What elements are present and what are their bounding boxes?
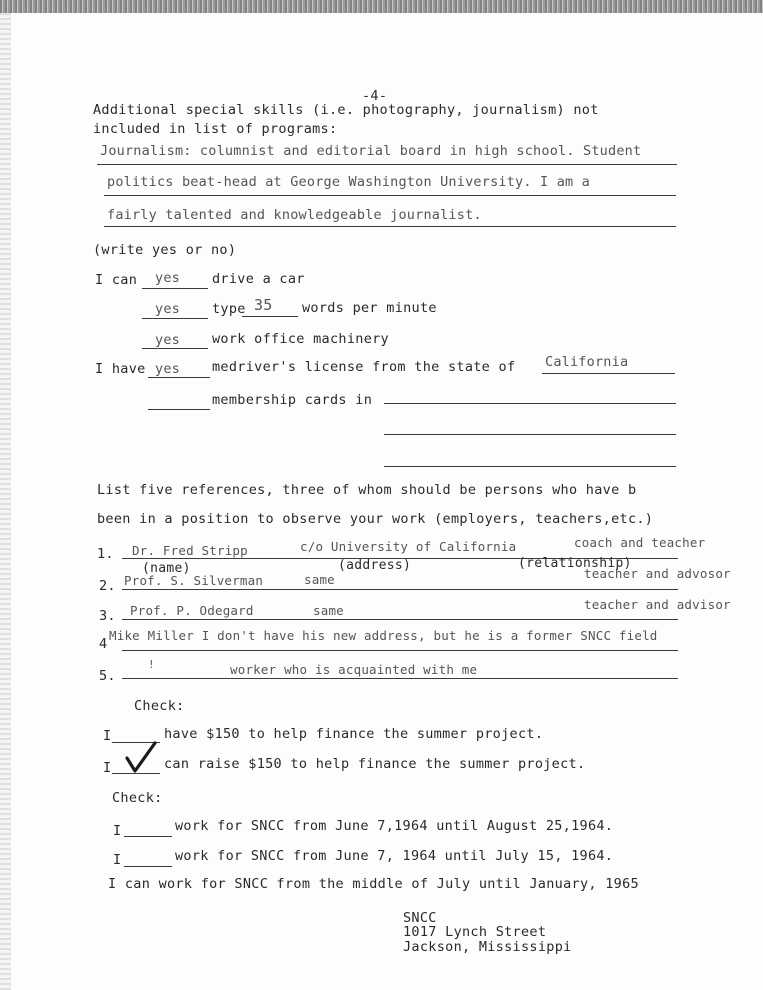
reference-4-text: Mike Miller I don't have his new address, but he is a former SNCC field bbox=[109, 628, 658, 643]
column-address-label: (address) bbox=[338, 558, 412, 573]
reference-3-rule bbox=[122, 619, 678, 620]
reference-3-num: 3. bbox=[99, 608, 116, 624]
page-number: -4- bbox=[362, 88, 388, 104]
type-label-pre: type bbox=[212, 301, 246, 317]
license-prefix: I have bbox=[95, 361, 146, 377]
references-prompt-line1: List five references, three of whom should be persons who have b bbox=[97, 482, 637, 498]
membership-rule1 bbox=[384, 403, 676, 404]
yes-no-instruction: (write yes or no) bbox=[93, 242, 237, 258]
reference-5-num: 5. bbox=[99, 668, 116, 684]
reference-5-text: worker who is acquainted with me bbox=[230, 662, 478, 677]
type-wpm-rule bbox=[242, 316, 298, 317]
skills-prompt-line2: included in list of programs: bbox=[93, 121, 338, 137]
references-prompt-line2: been in a position to observe your work (employers, teachers,etc.) bbox=[97, 511, 654, 527]
availability-opt3-text: I can work for SNCC from the middle of July until January, 1965 bbox=[108, 876, 639, 892]
column-name-label: (name) bbox=[142, 561, 191, 576]
skills-answer-line3: fairly talented and knowledgeable journalist. bbox=[107, 207, 482, 223]
reference-4-num: 4 bbox=[99, 636, 108, 652]
address-org: SNCC bbox=[403, 910, 437, 926]
availability-opt2-prefix: I bbox=[113, 852, 122, 868]
skills-answer-rule1 bbox=[97, 164, 677, 165]
scan-border-left bbox=[0, 13, 11, 990]
availability-opt1-blank bbox=[124, 836, 172, 837]
reference-1-num: 1. bbox=[97, 546, 114, 562]
license-label: medriver's license from the state of bbox=[212, 359, 516, 375]
availability-opt2-blank bbox=[124, 866, 172, 867]
finance-opt1-prefix: I bbox=[103, 728, 112, 744]
reference-4-rule bbox=[122, 650, 678, 651]
skills-answer-rule2 bbox=[104, 195, 676, 196]
drive-answer: yes bbox=[155, 270, 180, 286]
reference-2-num: 2. bbox=[99, 578, 116, 594]
reference-5-rule bbox=[122, 678, 678, 679]
reference-1-address: c/o University of California bbox=[300, 539, 517, 554]
finance-opt1-text: have $150 to help finance the summer project. bbox=[164, 726, 544, 742]
checkmark-icon bbox=[124, 740, 160, 774]
reference-5-mark: ! bbox=[148, 658, 155, 671]
type-label-post: words per minute bbox=[302, 300, 437, 316]
reference-3-name: Prof. P. Odegard bbox=[130, 603, 254, 618]
reference-2-relationship: teacher and advosor bbox=[584, 566, 731, 581]
skills-answer-line1: Journalism: columnist and editorial board in high school. Student bbox=[100, 143, 642, 159]
column-relationship-label: (relationship) bbox=[518, 556, 632, 571]
finance-check-label: Check: bbox=[134, 698, 185, 714]
drive-prefix: I can bbox=[95, 272, 138, 288]
office-answer-rule bbox=[142, 348, 208, 349]
reference-2-name: Prof. S. Silverman bbox=[124, 573, 264, 588]
availability-opt2-text: work for SNCC from June 7, 1964 until July 15, 1964. bbox=[175, 848, 614, 864]
membership-label: membership cards in bbox=[212, 392, 373, 408]
skills-answer-line2: politics beat-head at George Washington University. I am a bbox=[107, 174, 591, 190]
reference-3-address: same bbox=[313, 603, 344, 618]
scan-border-top bbox=[0, 0, 763, 13]
address-street: 1017 Lynch Street bbox=[403, 924, 547, 940]
availability-check-label: Check: bbox=[112, 790, 163, 806]
address-city: Jackson, Mississippi bbox=[403, 939, 572, 955]
office-label: work office machinery bbox=[212, 331, 389, 347]
reference-3-relationship: teacher and advisor bbox=[584, 597, 731, 612]
membership-rule2 bbox=[384, 434, 676, 435]
license-answer: yes bbox=[155, 361, 180, 377]
type-answer-rule bbox=[142, 318, 208, 319]
license-state: California bbox=[545, 354, 629, 370]
reference-1-name: Dr. Fred Stripp bbox=[132, 543, 248, 558]
reference-2-address: same bbox=[304, 572, 335, 587]
membership-answer-rule bbox=[148, 409, 210, 410]
license-state-rule bbox=[542, 373, 675, 374]
office-answer: yes bbox=[155, 332, 180, 348]
type-wpm: 35 bbox=[254, 296, 273, 314]
drive-answer-rule bbox=[142, 288, 208, 289]
finance-opt2-prefix: I bbox=[103, 760, 112, 776]
finance-opt2-text: can raise $150 to help finance the summer project. bbox=[164, 756, 586, 772]
skills-prompt-line1: Additional special skills (i.e. photography, journalism) not bbox=[93, 102, 599, 118]
availability-opt1-text: work for SNCC from June 7,1964 until August 25,1964. bbox=[175, 818, 614, 834]
membership-rule3 bbox=[384, 466, 676, 467]
reference-2-rule bbox=[122, 589, 678, 590]
availability-opt1-prefix: I bbox=[113, 823, 122, 839]
drive-label: drive a car bbox=[212, 271, 305, 287]
reference-1-relationship: coach and teacher bbox=[574, 535, 706, 550]
license-answer-rule bbox=[148, 377, 210, 378]
type-answer: yes bbox=[155, 301, 180, 317]
skills-answer-rule3 bbox=[104, 226, 676, 227]
